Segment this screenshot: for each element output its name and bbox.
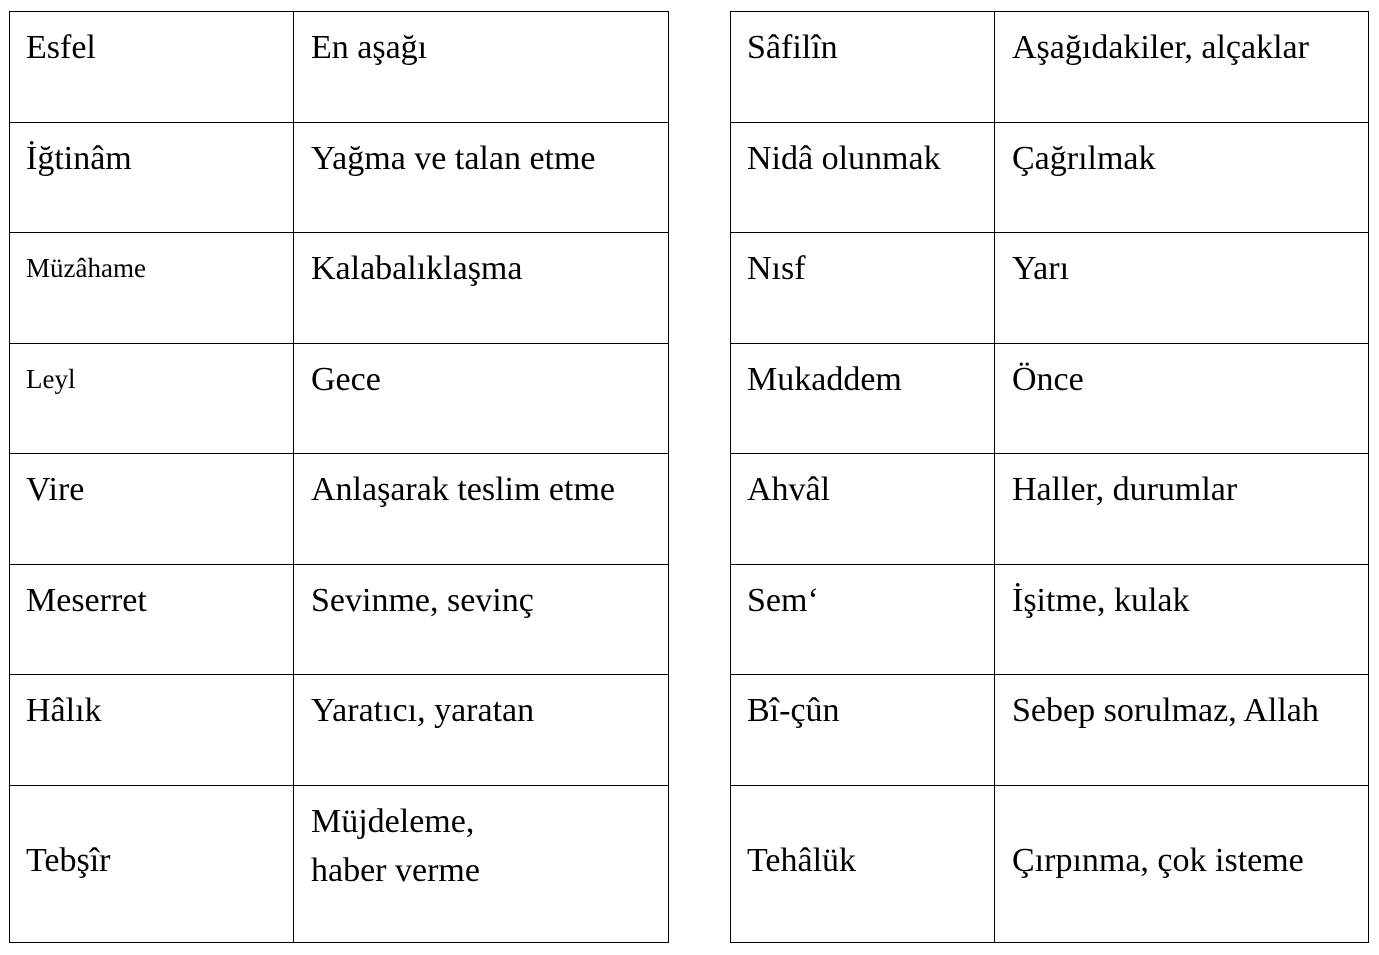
term-cell: Sâfilîn	[731, 12, 995, 123]
term-cell: Vire	[10, 454, 294, 565]
table-row	[10, 454, 669, 565]
meaning-cell: Anlaşarak teslim etme	[294, 454, 669, 565]
meaning-cell: Aşağıdakiler, alçaklar	[995, 12, 1369, 123]
meaning-cell: Önce	[995, 344, 1369, 454]
meaning-cell: Kalabalıklaşma	[294, 233, 669, 344]
table-row	[10, 233, 669, 344]
meaning-cell: Haller, durumlar	[995, 454, 1369, 565]
term-cell: İğtinâm	[10, 123, 294, 233]
term-cell: Sem‘	[731, 565, 995, 675]
table-row	[10, 786, 669, 943]
table-row	[731, 565, 1369, 675]
meaning-cell: Yarı	[995, 233, 1369, 344]
term-cell: Hâlık	[10, 675, 294, 786]
table-row	[731, 675, 1369, 786]
meaning-cell: Sevinme, sevinç	[294, 565, 669, 675]
table-row	[10, 12, 669, 123]
table-row	[10, 675, 669, 786]
meaning-cell: Yağma ve talan etme	[294, 123, 669, 233]
term-cell: Tebşîr	[10, 786, 294, 943]
meaning-text: Müjdeleme, haber verme	[311, 803, 480, 889]
meaning-cell: Sebep sorulmaz, Allah	[995, 675, 1369, 786]
term-cell: Nısf	[731, 233, 995, 344]
glossary-table-left	[9, 11, 669, 943]
table-row	[731, 123, 1369, 233]
table-row	[10, 344, 669, 454]
term-cell: Leyl	[10, 344, 294, 454]
table-row	[731, 12, 1369, 123]
meaning-cell: Çırpınma, çok isteme	[995, 786, 1369, 943]
glossary-table-right	[730, 11, 1369, 943]
meaning-cell: Gece	[294, 344, 669, 454]
table-row	[10, 565, 669, 675]
term-cell: Esfel	[10, 12, 294, 123]
meaning-cell: Çağrılmak	[995, 123, 1369, 233]
term-cell: Ahvâl	[731, 454, 995, 565]
term-cell: Tehâlük	[731, 786, 995, 943]
meaning-cell: Yaratıcı, yaratan	[294, 675, 669, 786]
term-cell: Bî-çûn	[731, 675, 995, 786]
meaning-cell: İşitme, kulak	[995, 565, 1369, 675]
term-cell: Nidâ olunmak	[731, 123, 995, 233]
term-cell: Meserret	[10, 565, 294, 675]
table-row	[731, 344, 1369, 454]
meaning-cell: En aşağı	[294, 12, 669, 123]
term-cell: Mukaddem	[731, 344, 995, 454]
table-row	[731, 233, 1369, 344]
term-cell: Müzâhame	[10, 233, 294, 344]
table-row	[731, 454, 1369, 565]
table-row	[10, 123, 669, 233]
meaning-cell	[294, 786, 669, 943]
table-row	[731, 786, 1369, 943]
